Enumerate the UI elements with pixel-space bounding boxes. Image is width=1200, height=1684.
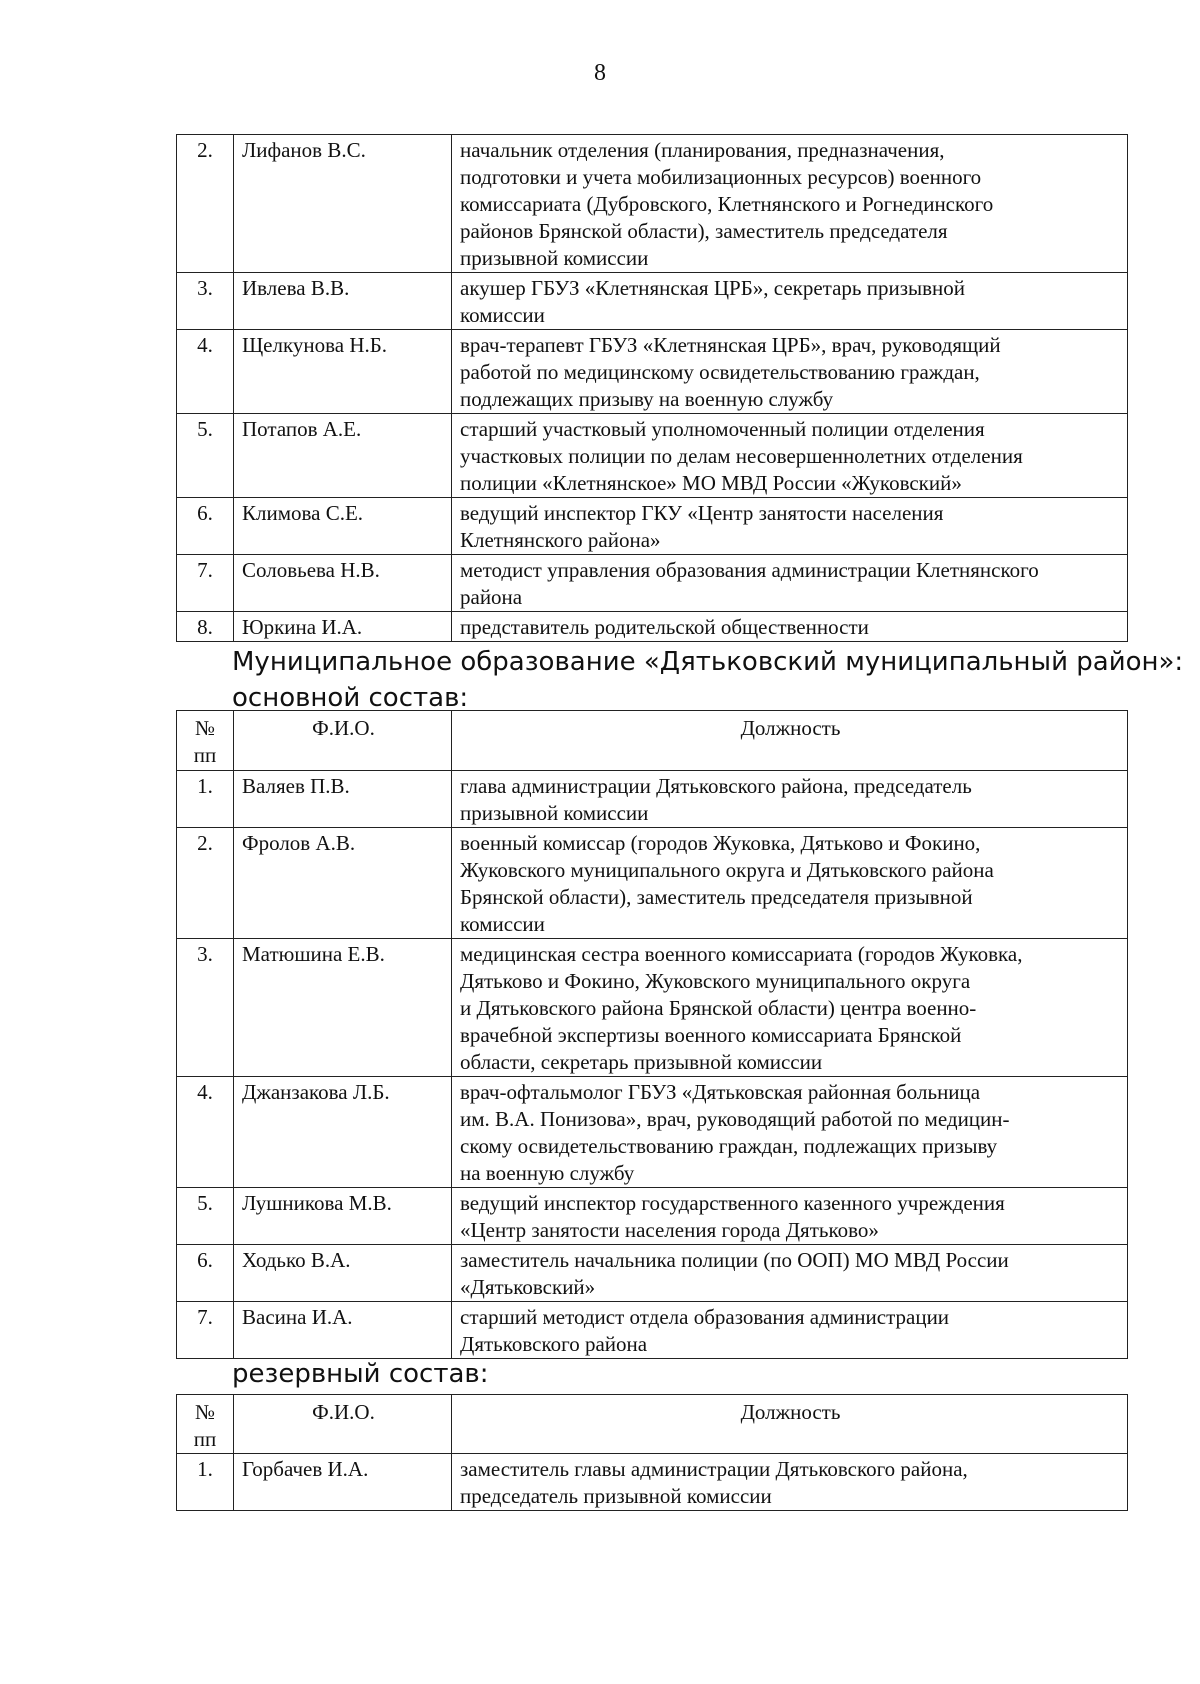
member-position bbox=[452, 555, 1128, 612]
member-position bbox=[452, 135, 1128, 273]
table-row bbox=[177, 273, 1128, 330]
member-name: Ходько В.А. bbox=[234, 1245, 452, 1302]
position-line: «Центр занятости населения города Дятьково» bbox=[460, 1218, 879, 1242]
position-line: работой по медицинскому освидетельствованию граждан, bbox=[460, 360, 980, 384]
position-line: района bbox=[460, 585, 523, 609]
position-line: заместитель главы администрации Дятьковского района, bbox=[460, 1457, 968, 1481]
position-line: участковых полиции по делам несовершеннолетних отделения bbox=[460, 444, 1023, 468]
position-line: акушер ГБУЗ «Клетнянская ЦРБ», секретарь призывной bbox=[460, 276, 966, 300]
row-number: 5. bbox=[177, 1188, 234, 1245]
position-line: врач-офтальмолог ГБУЗ «Дятьковская районная больница bbox=[460, 1080, 981, 1104]
table-row bbox=[177, 1188, 1128, 1245]
table-row bbox=[177, 939, 1128, 1077]
member-position bbox=[452, 273, 1128, 330]
section-heading-dyatkovo: Муниципальное образование «Дятьковский муниципальный район»: bbox=[232, 647, 1184, 677]
table-dyatkovo-main bbox=[176, 710, 1128, 1359]
row-number: 7. bbox=[177, 1302, 234, 1359]
table-row bbox=[177, 1302, 1128, 1359]
row-number: 2. bbox=[177, 135, 234, 273]
row-number: 8. bbox=[177, 612, 234, 642]
position-line: представитель родительской общественности bbox=[460, 615, 869, 639]
position-line: медицинская сестра военного комиссариата (городов Жуковка, bbox=[460, 942, 1023, 966]
position-line: старший участковый уполномоченный полиции отделения bbox=[460, 417, 985, 441]
table-row bbox=[177, 612, 1128, 642]
position-line: начальник отделения (планирования, предназначения, bbox=[460, 138, 945, 162]
member-name: Валяев П.В. bbox=[234, 771, 452, 828]
table-dyatkovo-reserve bbox=[176, 1394, 1128, 1511]
table-row bbox=[177, 498, 1128, 555]
row-number: 4. bbox=[177, 330, 234, 414]
header-name: Ф.И.О. bbox=[234, 711, 452, 771]
member-position bbox=[452, 1245, 1128, 1302]
position-line: заместитель начальника полиции (по ООП) МО МВД России bbox=[460, 1248, 1009, 1272]
header-num: № пп bbox=[177, 711, 234, 771]
position-line: Клетнянского района» bbox=[460, 528, 661, 552]
position-line: на военную службу bbox=[460, 1161, 635, 1185]
member-name: Лифанов В.С. bbox=[234, 135, 452, 273]
member-name: Юркина И.А. bbox=[234, 612, 452, 642]
member-name: Климова С.Е. bbox=[234, 498, 452, 555]
row-number: 7. bbox=[177, 555, 234, 612]
row-number: 1. bbox=[177, 771, 234, 828]
position-line: старший методист отдела образования администрации bbox=[460, 1305, 950, 1329]
position-line: «Дятьковский» bbox=[460, 1275, 596, 1299]
position-line: призывной комиссии bbox=[460, 801, 649, 825]
section-subheading-main: основной состав: bbox=[232, 683, 469, 713]
row-number: 1. bbox=[177, 1454, 234, 1511]
member-position bbox=[452, 612, 1128, 642]
table-row bbox=[177, 1077, 1128, 1188]
position-line: подлежащих призыву на военную службу bbox=[460, 387, 834, 411]
member-name: Васина И.А. bbox=[234, 1302, 452, 1359]
header-name: Ф.И.О. bbox=[234, 1395, 452, 1454]
table-row bbox=[177, 135, 1128, 273]
position-line: комиссариата (Дубровского, Клетнянского и Рогнединского bbox=[460, 192, 994, 216]
member-name: Лушникова М.В. bbox=[234, 1188, 452, 1245]
member-position bbox=[452, 414, 1128, 498]
position-line: районов Брянской области), заместитель председателя bbox=[460, 219, 948, 243]
member-name: Потапов А.Е. bbox=[234, 414, 452, 498]
position-line: ведущий инспектор ГКУ «Центр занятости населения bbox=[460, 501, 944, 525]
table-row bbox=[177, 771, 1128, 828]
member-position bbox=[452, 771, 1128, 828]
table-row bbox=[177, 330, 1128, 414]
header-position: Должность bbox=[452, 711, 1128, 771]
member-position bbox=[452, 1302, 1128, 1359]
row-number: 2. bbox=[177, 828, 234, 939]
position-line: председатель призывной комиссии bbox=[460, 1484, 772, 1508]
position-line: скому освидетельствованию граждан, подлежащих призыву bbox=[460, 1134, 998, 1158]
position-line: комиссии bbox=[460, 303, 545, 327]
member-name: Ивлева В.В. bbox=[234, 273, 452, 330]
table-header-row bbox=[177, 1395, 1128, 1454]
position-line: Дятьково и Фокино, Жуковского муниципального округа bbox=[460, 969, 971, 993]
position-line: призывной комиссии bbox=[460, 246, 649, 270]
section-heading-reserve: резервный состав: bbox=[232, 1359, 489, 1389]
position-line: Брянской области), заместитель председателя призывной bbox=[460, 885, 973, 909]
member-position bbox=[452, 1454, 1128, 1511]
table-row bbox=[177, 1245, 1128, 1302]
position-line: полиции «Клетнянское» МО МВД России «Жуковский» bbox=[460, 471, 962, 495]
position-line: военный комиссар (городов Жуковка, Дятьково и Фокино, bbox=[460, 831, 981, 855]
position-line: глава администрации Дятьковского района, председатель bbox=[460, 774, 972, 798]
member-position bbox=[452, 939, 1128, 1077]
position-line: Жуковского муниципального округа и Дятьковского района bbox=[460, 858, 994, 882]
member-name: Джанзакова Л.Б. bbox=[234, 1077, 452, 1188]
row-number: 5. bbox=[177, 414, 234, 498]
position-line: ведущий инспектор государственного казенного учреждения bbox=[460, 1191, 1005, 1215]
position-line: области, секретарь призывной комиссии bbox=[460, 1050, 823, 1074]
member-position bbox=[452, 498, 1128, 555]
row-number: 3. bbox=[177, 939, 234, 1077]
member-name: Соловьева Н.В. bbox=[234, 555, 452, 612]
member-position bbox=[452, 1077, 1128, 1188]
position-line: врачебной экспертизы военного комиссариата Брянской bbox=[460, 1023, 962, 1047]
position-line: Дятьковского района bbox=[460, 1332, 648, 1356]
row-number: 6. bbox=[177, 498, 234, 555]
table-row bbox=[177, 414, 1128, 498]
table-row bbox=[177, 828, 1128, 939]
page-number: 8 bbox=[594, 60, 606, 86]
table-row bbox=[177, 555, 1128, 612]
member-name: Горбачев И.А. bbox=[234, 1454, 452, 1511]
position-line: методист управления образования администрации Клетнянского bbox=[460, 558, 1039, 582]
member-position bbox=[452, 330, 1128, 414]
member-position bbox=[452, 828, 1128, 939]
position-line: комиссии bbox=[460, 912, 545, 936]
member-name: Фролов А.В. bbox=[234, 828, 452, 939]
header-position: Должность bbox=[452, 1395, 1128, 1454]
position-line: им. В.А. Понизова», врач, руководящий работой по медицин- bbox=[460, 1107, 1010, 1131]
position-line: и Дятьковского района Брянской области) центра военно- bbox=[460, 996, 977, 1020]
table-kletnya-continued bbox=[176, 134, 1128, 642]
table-header-row bbox=[177, 711, 1128, 771]
row-number: 4. bbox=[177, 1077, 234, 1188]
header-num: № пп bbox=[177, 1395, 234, 1454]
member-position bbox=[452, 1188, 1128, 1245]
position-line: врач-терапевт ГБУЗ «Клетнянская ЦРБ», врач, руководящий bbox=[460, 333, 1001, 357]
member-name: Щелкунова Н.Б. bbox=[234, 330, 452, 414]
row-number: 6. bbox=[177, 1245, 234, 1302]
member-name: Матюшина Е.В. bbox=[234, 939, 452, 1077]
position-line: подготовки и учета мобилизационных ресурсов) военного bbox=[460, 165, 982, 189]
row-number: 3. bbox=[177, 273, 234, 330]
table-row bbox=[177, 1454, 1128, 1511]
